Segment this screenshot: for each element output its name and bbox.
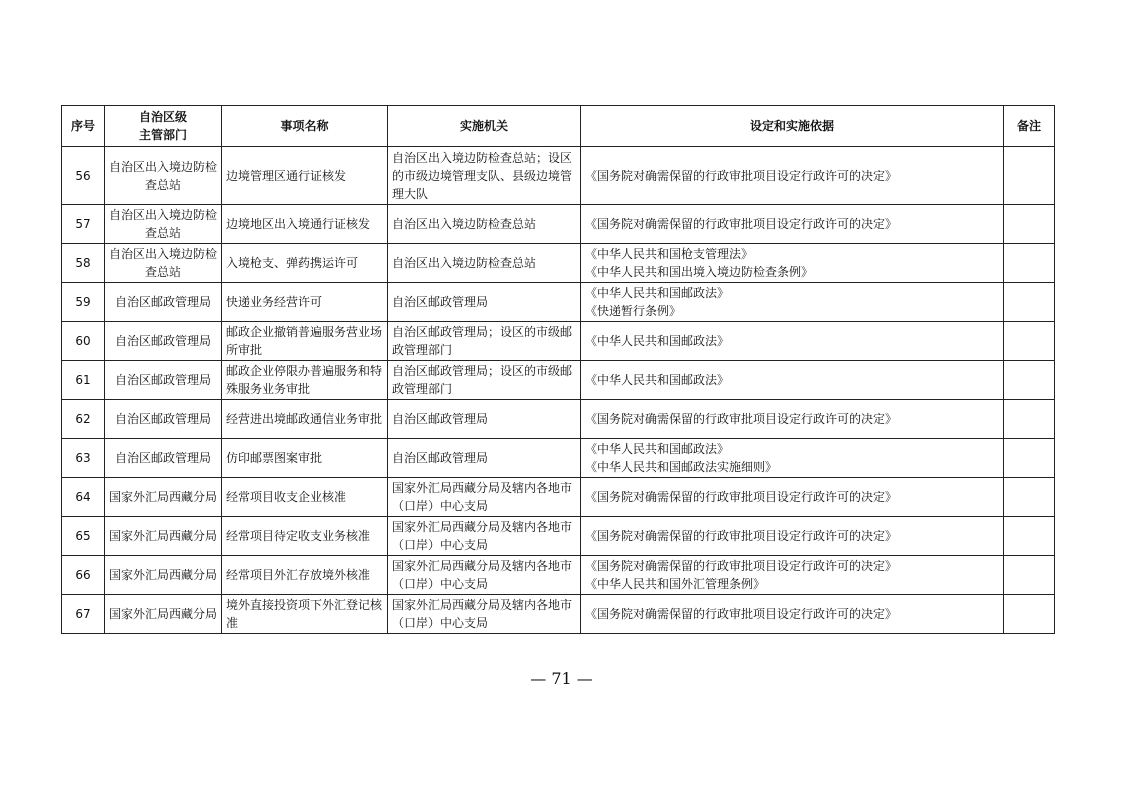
row-basis (581, 595, 1004, 634)
row-note (1004, 517, 1055, 556)
row-dept: 国家外汇局西藏分局 (105, 556, 222, 595)
header-index: 序号 (62, 106, 105, 147)
row-note (1004, 478, 1055, 517)
row-agency: 国家外汇局西藏分局及辖内各地市（口岸）中心支局 (388, 478, 581, 517)
row-index: 63 (62, 439, 105, 478)
row-basis (581, 283, 1004, 322)
row-index: 58 (62, 244, 105, 283)
row-note (1004, 556, 1055, 595)
header-dept-line2: 主管部门 (138, 128, 187, 142)
row-note (1004, 595, 1055, 634)
header-dept (105, 106, 222, 147)
row-item: 仿印邮票图案审批 (222, 439, 388, 478)
basis-line: 《国务院对确需保留的行政审批项目设定行政许可的决定》 (585, 412, 898, 426)
table-row (62, 517, 1055, 556)
table-row (62, 556, 1055, 595)
basis-line: 《国务院对确需保留的行政审批项目设定行政许可的决定》 (585, 168, 898, 183)
row-item: 经常项目外汇存放境外核准 (222, 556, 388, 595)
table-row (62, 205, 1055, 244)
row-agency: 自治区邮政管理局；设区的市级邮政管理部门 (388, 361, 581, 400)
row-dept: 国家外汇局西藏分局 (105, 478, 222, 517)
header-dept-line1: 自治区级 (138, 110, 187, 124)
row-item: 境外直接投资项下外汇登记核准 (222, 595, 388, 634)
row-basis (581, 361, 1004, 400)
header-note: 备注 (1004, 106, 1055, 147)
table-row (62, 400, 1055, 439)
basis-line: 《国务院对确需保留的行政审批项目设定行政许可的决定》 (585, 217, 898, 231)
table-row (62, 283, 1055, 322)
row-dept: 自治区邮政管理局 (105, 439, 222, 478)
row-basis (581, 556, 1004, 595)
row-note (1004, 283, 1055, 322)
basis-line: 《中华人民共和国枪支管理法》 (585, 247, 754, 261)
row-index: 59 (62, 283, 105, 322)
basis-line: 《中华人民共和国邮政法》 (585, 373, 730, 387)
row-basis (581, 244, 1004, 283)
row-agency: 自治区邮政管理局；设区的市级邮政管理部门 (388, 322, 581, 361)
row-basis (581, 517, 1004, 556)
row-item: 边境地区出入境通行证核发 (222, 205, 388, 244)
row-note (1004, 322, 1055, 361)
row-basis (581, 205, 1004, 244)
row-dept: 国家外汇局西藏分局 (105, 595, 222, 634)
row-dept: 国家外汇局西藏分局 (105, 517, 222, 556)
row-basis (581, 322, 1004, 361)
row-dept: 自治区出入境边防检查总站 (105, 205, 222, 244)
header-agency: 实施机关 (388, 106, 581, 147)
row-note (1004, 400, 1055, 439)
row-item: 入境枪支、弹药携运许可 (222, 244, 388, 283)
permit-table (61, 105, 1055, 634)
table-header-row (62, 106, 1055, 147)
table-row (62, 322, 1055, 361)
basis-line: 《中华人民共和国邮政法》 (585, 442, 730, 456)
header-basis: 设定和实施依据 (581, 106, 1004, 147)
row-basis (581, 147, 1004, 205)
row-agency: 自治区邮政管理局 (388, 439, 581, 478)
basis-line: 《国务院对确需保留的行政审批项目设定行政许可的决定》 (585, 559, 898, 573)
row-agency: 自治区出入境边防检查总站；设区的市级边境管理支队、县级边境管理大队 (388, 147, 581, 205)
row-note (1004, 361, 1055, 400)
row-note (1004, 439, 1055, 478)
row-agency: 自治区出入境边防检查总站 (388, 244, 581, 283)
table-row (62, 439, 1055, 478)
basis-line: 《国务院对确需保留的行政审批项目设定行政许可的决定》 (585, 607, 898, 621)
basis-line: 《中华人民共和国邮政法》 (585, 286, 730, 300)
basis-line: 《中华人民共和国邮政法》 (585, 334, 730, 348)
row-index: 57 (62, 205, 105, 244)
row-index: 64 (62, 478, 105, 517)
row-note (1004, 205, 1055, 244)
row-index: 62 (62, 400, 105, 439)
header-item: 事项名称 (222, 106, 388, 147)
basis-line: 《中华人民共和国外汇管理条例》 (585, 577, 766, 591)
row-note (1004, 147, 1055, 205)
row-basis (581, 400, 1004, 439)
row-dept: 自治区邮政管理局 (105, 283, 222, 322)
row-note (1004, 244, 1055, 283)
table-row (62, 478, 1055, 517)
row-index: 61 (62, 361, 105, 400)
table-row (62, 244, 1055, 283)
page-number: — 71 — (530, 669, 593, 688)
row-dept: 自治区出入境边防检查总站 (105, 244, 222, 283)
row-agency: 国家外汇局西藏分局及辖内各地市（口岸）中心支局 (388, 595, 581, 634)
row-item: 边境管理区通行证核发 (222, 147, 388, 205)
row-item: 经常项目收支企业核准 (222, 478, 388, 517)
row-agency: 自治区邮政管理局 (388, 400, 581, 439)
table-row (62, 595, 1055, 634)
basis-line: 《中华人民共和国邮政法实施细则》 (585, 460, 778, 474)
basis-line: 《国务院对确需保留的行政审批项目设定行政许可的决定》 (585, 529, 898, 543)
row-basis (581, 478, 1004, 517)
row-item: 邮政企业撤销普遍服务营业场所审批 (222, 322, 388, 361)
table-row (62, 361, 1055, 400)
row-index: 60 (62, 322, 105, 361)
row-dept: 自治区邮政管理局 (105, 361, 222, 400)
row-agency: 自治区出入境边防检查总站 (388, 205, 581, 244)
row-dept: 自治区出入境边防检查总站 (105, 147, 222, 205)
table-row (62, 147, 1055, 205)
row-index: 56 (62, 147, 105, 205)
basis-line: 《快递暂行条例》 (585, 304, 682, 318)
row-item: 经常项目待定收支业务核准 (222, 517, 388, 556)
row-index: 65 (62, 517, 105, 556)
row-agency: 自治区邮政管理局 (388, 283, 581, 322)
row-item: 邮政企业停限办普遍服务和特殊服务业务审批 (222, 361, 388, 400)
row-index: 66 (62, 556, 105, 595)
row-agency: 国家外汇局西藏分局及辖内各地市（口岸）中心支局 (388, 517, 581, 556)
basis-line: 《中华人民共和国出境入境边防检查条例》 (585, 265, 814, 279)
row-item: 经营进出境邮政通信业务审批 (222, 400, 388, 439)
row-basis (581, 439, 1004, 478)
row-item: 快递业务经营许可 (222, 283, 388, 322)
row-dept: 自治区邮政管理局 (105, 400, 222, 439)
row-index: 67 (62, 595, 105, 634)
basis-line: 《国务院对确需保留的行政审批项目设定行政许可的决定》 (585, 490, 898, 504)
row-agency: 国家外汇局西藏分局及辖内各地市（口岸）中心支局 (388, 556, 581, 595)
row-dept: 自治区邮政管理局 (105, 322, 222, 361)
